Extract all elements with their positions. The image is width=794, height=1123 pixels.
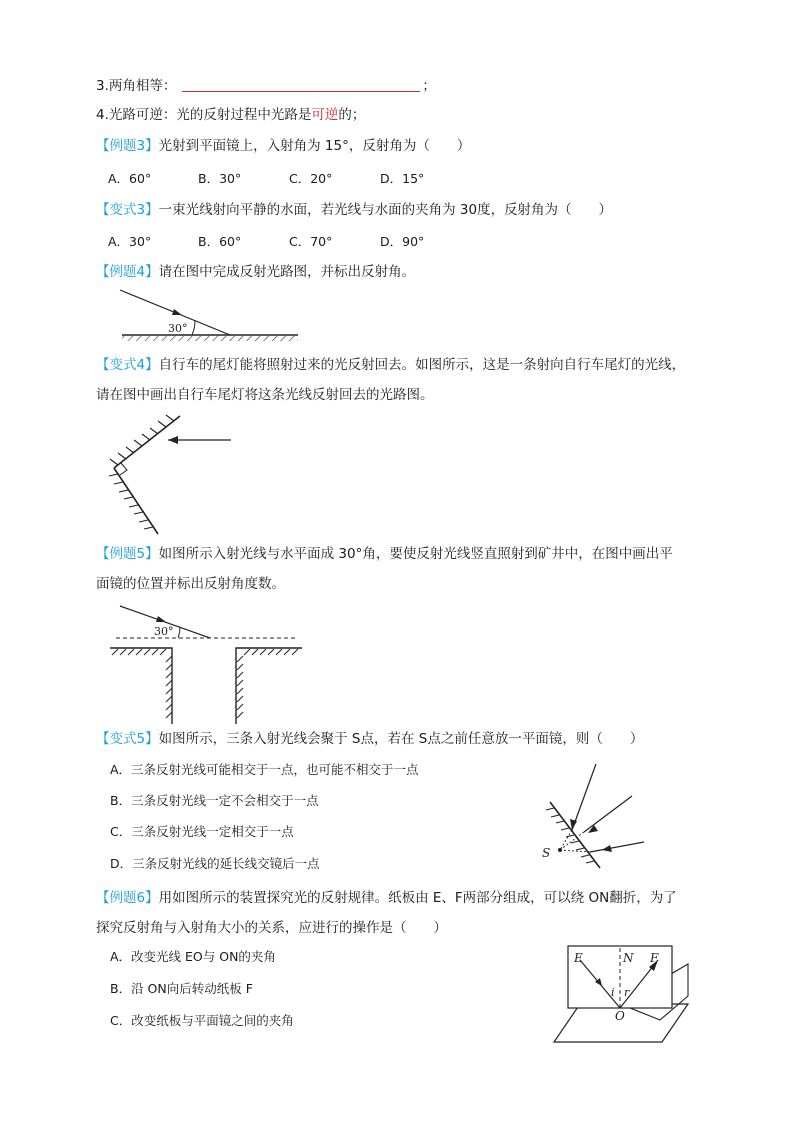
rule-3-label: 3.两角相等： — [96, 78, 177, 94]
mirror-hatching — [122, 336, 298, 341]
example-6-option-b[interactable]: B．沿 ON向后转动纸板 F — [110, 981, 253, 996]
focus-point — [558, 848, 562, 852]
right-angle-mark — [120, 463, 127, 475]
variant-4-text-1: 自行车的尾灯能将照射过来的光反射回去。如图所示，这是一条射向自行车尾灯的光线， — [158, 357, 686, 373]
example-4-figure — [110, 282, 310, 342]
rule-4 — [96, 105, 365, 125]
angle-label: 30° — [168, 322, 188, 335]
variant-5-figure — [536, 758, 656, 873]
example-5-line-1 — [96, 544, 673, 564]
example-5-text-1: 如图所示入射光线与水平面成 30°角，要使反射光线竖直照射到矿井中，在图中画出平 — [158, 546, 673, 562]
variant-5-tag: 【变式5】 — [96, 731, 159, 747]
angle-label: 30° — [154, 625, 174, 638]
mirror — [550, 802, 600, 868]
example-4-text: 请在图中完成反射光路图，并标出反射角。 — [158, 264, 416, 280]
variant-3-text: 一束光线射向平静的水面，若光线与水面的夹角为 30度，反射角为（ ） — [158, 202, 613, 218]
rule-4-highlight: 可逆 — [311, 107, 339, 123]
label-o: O — [615, 1009, 625, 1023]
incident-ray-2 — [584, 796, 632, 832]
label-i: i — [611, 986, 615, 999]
upper-mirror — [114, 416, 180, 468]
lower-mirror-hatching — [109, 474, 153, 529]
example-4-tag: 【例题4】 — [96, 264, 159, 280]
label-f: F — [650, 951, 659, 965]
variant-4-line-1 — [96, 355, 685, 375]
rule-4-text: 4.光路可逆：光的反射过程中光路是 — [96, 107, 312, 123]
variant-4-line-2: 请在图中画出自行车尾灯将这条光线反射回去的光路图。 — [96, 387, 434, 403]
label-r: r — [624, 986, 630, 999]
ground-left — [110, 648, 172, 724]
angle-arc — [192, 320, 195, 335]
example-5-tag: 【例题5】 — [96, 546, 159, 562]
example-4-question — [96, 262, 415, 282]
ray-arrow-icon — [168, 436, 178, 444]
mirror-hatching — [546, 808, 594, 863]
variant-3-option-c[interactable]: C．70° — [289, 234, 333, 249]
lower-mirror — [114, 468, 158, 534]
example-5-figure — [106, 600, 306, 728]
angle-arc — [178, 627, 180, 638]
ground-hatching — [112, 649, 298, 718]
example-3-option-b[interactable]: B．30° — [198, 171, 242, 186]
incident-ray-3 — [590, 842, 644, 852]
variant-3-option-a[interactable]: A．30° — [108, 234, 152, 249]
example-6-line-2: 探究反射角与入射角大小的关系，应进行的操作是（ ） — [96, 920, 447, 936]
variant-5-question — [96, 729, 643, 749]
label-e: E — [574, 951, 583, 965]
example-6-figure — [550, 940, 700, 1048]
example-3-tag: 【例题3】 — [96, 138, 159, 154]
variant-4-figure — [96, 410, 246, 540]
example-6-tag: 【例题6】 — [96, 890, 159, 906]
rule-3 — [96, 76, 436, 96]
example-3-option-d[interactable]: D．15° — [380, 171, 425, 186]
variant-3-question — [96, 200, 612, 220]
label-n: N — [623, 951, 634, 965]
variant-5-option-d[interactable]: D．三条反射光线的延长线交镜后一点 — [110, 856, 320, 871]
rule-3-tail: ； — [422, 78, 436, 94]
answer-blank[interactable] — [182, 77, 420, 92]
rule-4-tail: 的； — [338, 107, 366, 123]
ray-arrow-icon — [172, 309, 182, 315]
ray-arrow-icon — [156, 616, 166, 622]
point-label: S — [542, 846, 551, 860]
example-3-option-a[interactable]: A．60° — [108, 171, 152, 186]
ground-right — [236, 648, 302, 724]
example-6-line-1 — [96, 888, 677, 908]
example-6-option-c[interactable]: C．改变纸板与平面镜之间的夹角 — [110, 1013, 294, 1028]
upper-mirror-hatching — [110, 415, 174, 465]
variant-5-text: 如图所示，三条入射光线会聚于 S点，若在 S点之前任意放一平面镜，则（ ） — [158, 731, 644, 747]
variant-5-option-b[interactable]: B．三条反射光线一定不会相交于一点 — [110, 793, 319, 808]
variant-5-option-c[interactable]: C．三条反射光线一定相交于一点 — [110, 824, 294, 839]
example-6-text-1: 用如图所示的装置探究光的反射规律。纸板由 E、F两部分组成，可以绕 ON翻折，为了 — [158, 890, 677, 906]
variant-3-option-d[interactable]: D．90° — [380, 234, 425, 249]
variant-4-tag: 【变式4】 — [96, 357, 159, 373]
incident-ray-1 — [572, 764, 596, 830]
variant-3-tag: 【变式3】 — [96, 202, 159, 218]
example-6-option-a[interactable]: A．改变光线 EO与 ON的夹角 — [110, 949, 276, 964]
ray-arrow-icon — [588, 825, 598, 833]
example-3-text: 光射到平面镜上，入射角为 15°，反射角为（ ） — [158, 138, 471, 154]
variant-3-option-b[interactable]: B．60° — [198, 234, 242, 249]
ray-arrow-icon — [602, 845, 612, 852]
example-3-question — [96, 136, 470, 156]
variant-5-option-a[interactable]: A．三条反射光线可能相交于一点，也可能不相交于一点 — [110, 762, 419, 777]
example-3-option-c[interactable]: C．20° — [289, 171, 333, 186]
example-5-line-2: 面镜的位置并标出反射角度数。 — [96, 576, 285, 592]
